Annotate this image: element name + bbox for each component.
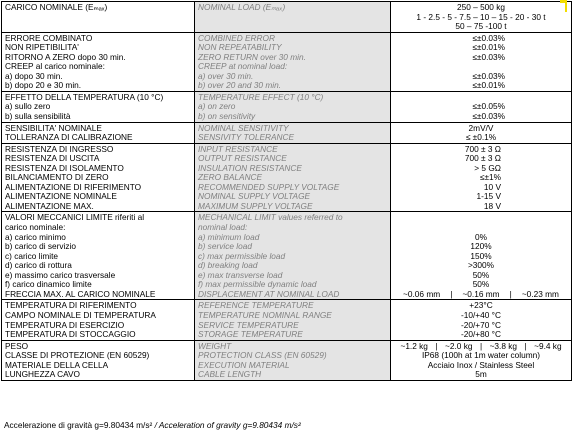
italian-cell — [2, 212, 195, 300]
english-cell — [195, 122, 391, 143]
spec-section-5 — [2, 212, 572, 300]
value-label: 2mV/V — [468, 122, 494, 133]
spec-section-0 — [2, 2, 572, 33]
english-cell — [195, 300, 391, 340]
english-label: nominal load: — [198, 222, 248, 233]
english-label: d) breaking load — [198, 260, 258, 271]
value-label: 18 V — [483, 200, 501, 211]
english-label: SERVICE TEMPERATURE — [198, 319, 299, 330]
spec-section-3 — [2, 122, 572, 143]
spec-section-2 — [2, 91, 572, 122]
italian-label: ALIMENTAZIONE NOMINALE — [5, 191, 117, 202]
italian-label: e) massimo carico trasversale — [5, 269, 116, 280]
english-label: MAXIMUM SUPPLY VOLTAGE — [198, 200, 313, 211]
value-label: 1-15 V — [476, 191, 501, 202]
italian-label: TEMPERATURA DI ESERCIZIO — [5, 319, 125, 330]
value-label: ≤±0.03% — [472, 51, 505, 62]
italian-label: FRECCIA MAX. AL CARICO NOMINALE — [5, 288, 156, 299]
weight-value: ~2.0 kg — [445, 340, 473, 351]
italian-label: b) sulla sensibilità — [5, 111, 71, 122]
english-label: CABLE LENGTH — [198, 369, 262, 380]
value-label: >300% — [467, 260, 495, 271]
value-cell — [391, 32, 572, 91]
italian-cell — [2, 300, 195, 340]
english-cell — [195, 2, 391, 33]
italian-label: ALIMENTAZIONE MAX. — [5, 200, 94, 211]
english-label: STORAGE TEMPERATURE — [198, 329, 303, 340]
english-label: MECHANICAL LIMIT values referred to — [198, 212, 343, 223]
value-label: -20/+70 °C — [461, 319, 501, 330]
english-label: a) on zero — [198, 101, 236, 112]
english-label: WEIGHT — [198, 340, 232, 351]
displacement-values: ~0.06 mm | ~0.16 mm | ~0.23 mm — [394, 290, 568, 300]
spec-table — [1, 1, 572, 381]
italian-label: TEMPERATURA DI RIFERIMENTO — [5, 300, 137, 311]
gravity-footnote-en: / Acceleration of gravity g=9.80434 m/s² — [152, 420, 301, 430]
value-label: 120% — [470, 241, 492, 252]
italian-label: BILANCIAMENTO DI ZERO — [5, 172, 109, 183]
value-label: 50% — [472, 269, 490, 280]
value-label: +23°C — [469, 300, 493, 311]
displacement-value: ~0.23 mm — [521, 288, 559, 299]
value-label: ≤±1% — [479, 172, 501, 183]
english-label: TEMPERATURE NOMINAL RANGE — [198, 309, 332, 320]
italian-cell — [2, 340, 195, 380]
value-cell — [391, 2, 572, 33]
english-label: e) max transverse load — [198, 269, 283, 280]
english-label: EXECUTION MATERIAL — [198, 359, 290, 370]
english-label: b) service load — [198, 241, 252, 252]
weight-value: ~9.4 kg — [534, 340, 562, 351]
english-cell — [195, 143, 391, 212]
english-cell — [195, 212, 391, 300]
italian-cell — [2, 122, 195, 143]
value-label: 700 ± 3 Ω — [464, 153, 501, 164]
spec-section-7 — [2, 340, 572, 380]
value-label: ≤±0.01% — [472, 80, 505, 91]
value-label: ≤±0.05% — [472, 101, 505, 112]
weight-value: ~3.8 kg — [489, 340, 518, 351]
value-label: 1 - 2.5 - 5 - 7.5 – 10 – 15 - 20 - 30 t — [416, 11, 546, 22]
weight-values: ~1.2 kg | ~2.0 kg | ~3.8 kg | ~9.4 kg — [394, 342, 568, 352]
italian-label: MATERIALE DELLA CELLA — [5, 359, 109, 370]
gravity-footnote-it: Accelerazione di gravità g=9.80434 m/s² — [4, 420, 153, 430]
english-cell — [195, 91, 391, 122]
spec-section-1 — [2, 32, 572, 91]
italian-label: c) carico limite — [5, 250, 59, 261]
italian-label: CAMPO NOMINALE DI TEMPERATURA — [5, 309, 156, 320]
english-label: a) minimum load — [198, 231, 260, 242]
value-cell — [391, 122, 572, 143]
english-label: b) on sensitivity — [198, 111, 256, 122]
english-label: NOMINAL SUPPLY VOLTAGE — [198, 191, 311, 202]
value-label: 50% — [472, 279, 490, 290]
english-label: DISPLACEMENT AT NOMINAL LOAD — [198, 288, 340, 299]
english-label: SENSIVITY TOLERANCE — [198, 132, 295, 143]
english-label: NOMINAL SENSITIVITY — [198, 122, 289, 133]
english-label: f) max permissible dynamic load — [198, 279, 317, 290]
english-label: c) max permissible load — [198, 250, 286, 261]
english-label: ZERO BALANCE — [198, 172, 263, 183]
value-label: 700 ± 3 Ω — [464, 143, 501, 154]
italian-label: carico nominale: — [5, 222, 66, 233]
italian-label: SENSIBILITA' NOMINALE — [5, 122, 102, 133]
value-label: Acciaio Inox / Stainless Steel — [427, 359, 535, 370]
english-label: RECOMMENDED SUPPLY VOLTAGE — [198, 181, 340, 192]
italian-cell — [2, 91, 195, 122]
italian-label: CLASSE DI PROTEZIONE (EN 60529) — [5, 350, 150, 361]
italian-label: TOLLERANZA DI CALIBRAZIONE — [5, 132, 133, 143]
italian-label: RESISTENZA DI ISOLAMENTO — [5, 162, 124, 173]
italian-label: PESO — [5, 340, 29, 351]
italian-label: b) carico di servizio — [5, 241, 77, 252]
english-label: REFERENCE TEMPERATURE — [198, 300, 314, 311]
value-cell — [391, 300, 572, 340]
italian-label: NON RIPETIBILITA' — [5, 42, 79, 53]
spec-section-4 — [2, 143, 572, 212]
value-cell — [391, 212, 572, 300]
value-label: ≤±0.01% — [472, 42, 505, 53]
value-label: IP68 (100h at 1m water column) — [421, 350, 541, 361]
english-label: PROTECTION CLASS (EN 60529) — [198, 350, 327, 361]
italian-label: a) carico minimo — [5, 231, 66, 242]
corner-mark-icon — [558, 0, 567, 12]
english-label: INSULATION RESISTANCE — [198, 162, 302, 173]
english-label: ZERO RETURN over 30 min. — [198, 51, 306, 62]
english-label: COMBINED ERROR — [198, 32, 275, 43]
value-label: 150% — [470, 250, 492, 261]
italian-label: TEMPERATURA DI STOCCAGGIO — [5, 329, 136, 340]
italian-label: RITORNO A ZERO dopo 30 min. — [5, 51, 126, 62]
value-label: 5m — [475, 369, 487, 380]
weight-value: ~1.2 kg — [400, 340, 428, 351]
gravity-footnote — [4, 420, 301, 430]
value-label: > 5 GΩ — [474, 162, 501, 173]
value-cell — [391, 143, 572, 212]
italian-label: a) dopo 30 min. — [5, 70, 63, 81]
spec-table-body — [2, 2, 572, 381]
value-label: ≤±0.03% — [472, 32, 505, 43]
english-label: CREEP at nominal load: — [198, 61, 288, 72]
italian-label: VALORI MECCANICI LIMITE riferiti al — [5, 212, 145, 223]
value-label: 0% — [475, 231, 487, 242]
value-label: -20/+80 °C — [461, 329, 501, 340]
displacement-value: ~0.16 mm — [462, 288, 500, 299]
italian-label: d) carico di rottura — [5, 260, 72, 271]
english-label: a) over 30 min. — [198, 70, 254, 81]
italian-label: CREEP al carico nominale: — [5, 61, 105, 72]
english-cell — [195, 340, 391, 380]
italian-label: a) sullo zero — [5, 101, 51, 112]
english-label: INPUT RESISTANCE — [198, 143, 278, 154]
italian-label: LUNGHEZZA CAVO — [5, 369, 80, 380]
italian-label: RESISTENZA DI INGRESSO — [5, 143, 114, 154]
spec-section-6 — [2, 300, 572, 340]
value-label: ≤±0.03% — [472, 70, 505, 81]
value-label: 10 V — [483, 181, 501, 192]
italian-cell — [2, 2, 195, 33]
value-cell — [391, 340, 572, 380]
english-label: TEMPERATURE EFFECT (10 °C) — [198, 91, 324, 102]
italian-label: ALIMENTAZIONE DI RIFERIMENTO — [5, 181, 142, 192]
italian-label: ERRORE COMBINATO — [5, 32, 93, 43]
english-label: NON REPEATABILITY — [198, 42, 282, 53]
english-label: b) over 20 and 30 min. — [198, 80, 282, 91]
italian-label: RESISTENZA DI USCITA — [5, 153, 100, 164]
italian-label: f) carico dinamico limite — [5, 279, 92, 290]
value-label: -10/+40 °C — [461, 309, 501, 320]
italian-cell — [2, 143, 195, 212]
italian-label: b) dopo 20 e 30 min. — [5, 80, 82, 91]
value-label: 250 – 500 kg — [457, 2, 505, 12]
italian-cell — [2, 32, 195, 91]
value-label: ≤±0.03% — [472, 111, 505, 122]
value-label: ≤ ±0.1% — [465, 132, 497, 143]
english-label: NOMINAL LOAD (Eₘₐₓ) — [198, 2, 286, 12]
english-label: OUTPUT RESISTANCE — [198, 153, 287, 164]
displacement-value: ~0.06 mm — [403, 288, 441, 299]
value-cell — [391, 91, 572, 122]
value-label: 50 – 75 -100 t — [455, 21, 507, 32]
english-cell — [195, 32, 391, 91]
italian-label: EFFETTO DELLA TEMPERATURA (10 °C) — [5, 91, 164, 102]
italian-label: CARICO NOMINALE (Eₘₐₓ) — [5, 2, 108, 12]
